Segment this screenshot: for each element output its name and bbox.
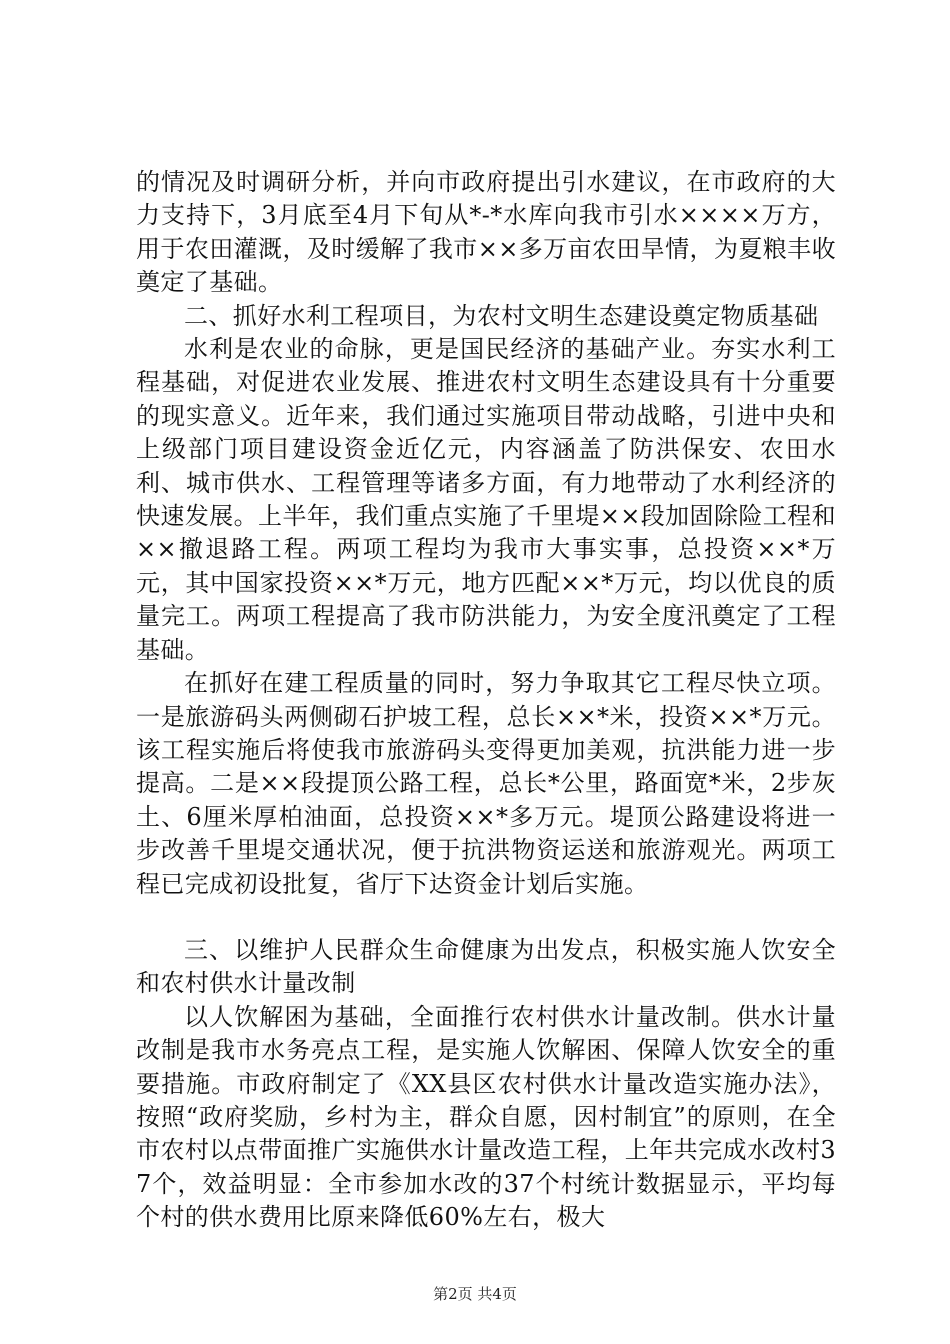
- paragraph-water-projects: 水利是农业的命脉，更是国民经济的基础产业。夯实水利工程基础，对促进农业发展、推进农村文明生态建设具有十分重要的现实意义。近年来，我们通过实施项目带动战略，引进中央和上级部门项目建设资金近亿元，内容涵盖了防洪保安、农田水利、城市供水、工程管理等诸多方面，有力地带动了水利经济的快速发展。上半年，我们重点实施了千里堤××段加固除险工程和××撤退路工程。两项工程均为我市大事实事，总投资××*万元，其中国家投资××*万元，地方匹配××*万元，均以优良的质量完工。两项工程提高了我市防洪能力，为安全度汛奠定了工程基础。: [136, 335, 836, 664]
- page-number-footer: 第2页 共4页: [433, 1285, 517, 1303]
- paragraph-other-projects: 在抓好在建工程质量的同时，努力争取其它工程尽快立项。一是旅游码头两侧砌石护坡工程，总长××*米，投资××*万元。该工程实施后将使我市旅游码头变得更加美观，抗洪能力进一步提高。二是××段提顶公路工程，总长*公里，路面宽*米，2步灰土、6厘米厚柏油面，总投资××*多万元。堤顶公路建设将进一步改善千里堤交通状况，便于抗洪物资运送和旅游观光。两项工程已完成初设批复，省厅下达资金计划后实施。: [136, 669, 836, 898]
- section-heading-2: 二、抓好水利工程项目，为农村文明生态建设奠定物质基础: [184, 301, 819, 330]
- section-heading-3: 三、以维护人民群众生命健康为出发点，积极实施人饮安全和农村供水计量改制: [136, 935, 836, 998]
- document-body: [136, 166, 836, 1235]
- paragraph-gap: [136, 901, 836, 934]
- paragraph-continuation: 的情况及时调研分析，并向市政府提出引水建议，在市政府的大力支持下，3月底至4月下旬从*-*水库向我市引水××××万方，用于农田灌溉，及时缓解了我市××多万亩农田旱情，为夏粮丰收奠定了基础。: [136, 168, 836, 297]
- paragraph-water-supply-reform: 以人饮解困为基础，全面推行农村供水计量改制。供水计量改制是我市水务亮点工程，是实施人饮解困、保障人饮安全的重要措施。市政府制定了《XX县区农村供水计量改造实施办法》，按照“政府奖励，乡村为主，群众自愿，因村制宜”的原则，在全市农村以点带面推广实施供水计量改造工程，上年共完成水改村37个，效益明显：全市参加水改的37个村统计数据显示，平均每个村的供水费用比原来降低60%左右，极大: [136, 1002, 836, 1232]
